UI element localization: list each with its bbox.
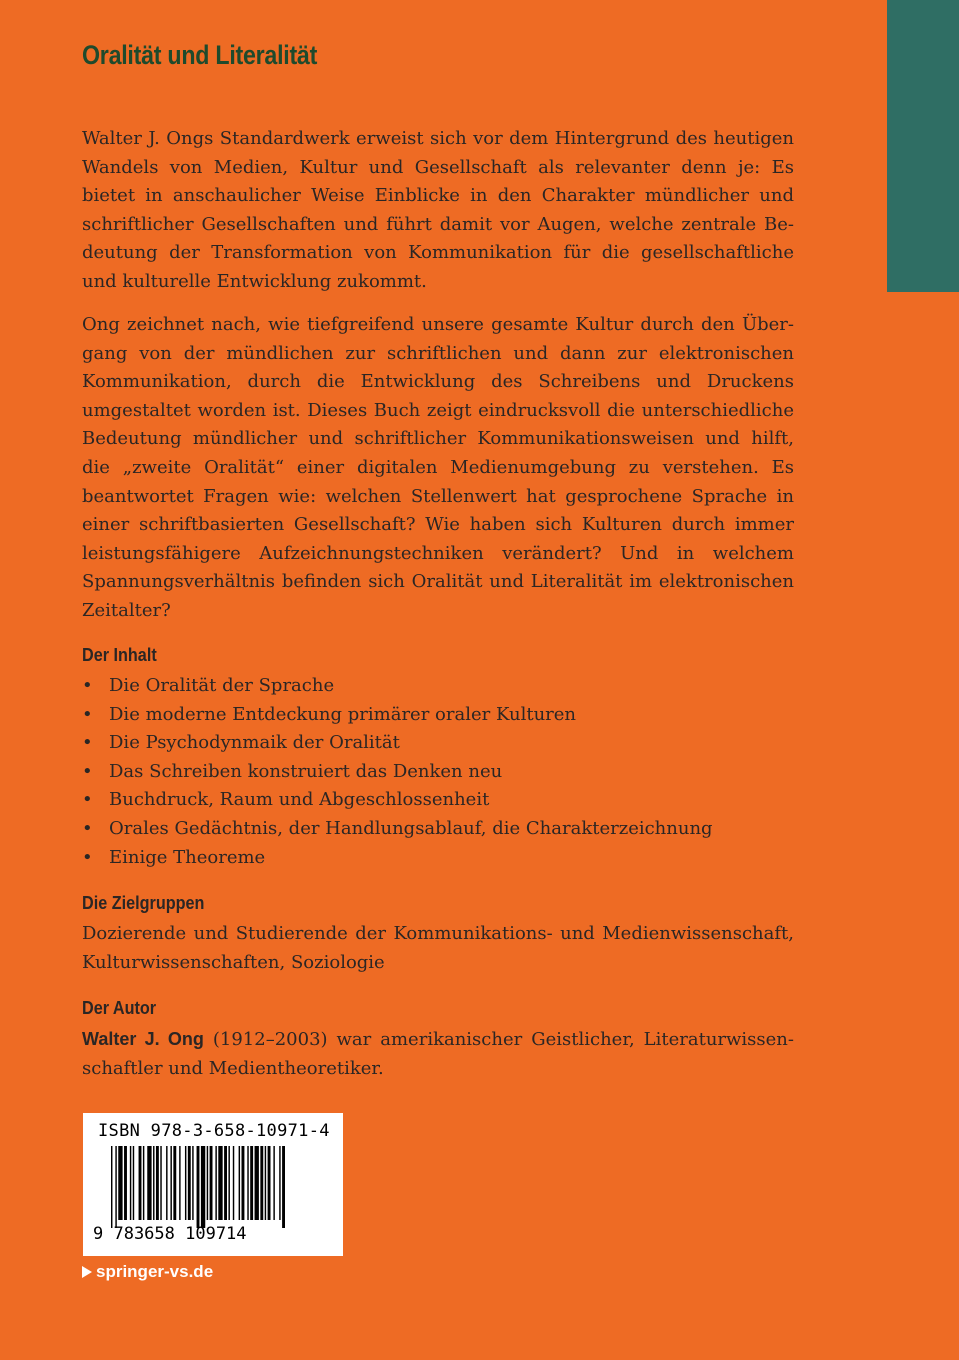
bullet-icon: •	[82, 760, 93, 782]
bullet-icon: •	[82, 703, 93, 725]
list-item-text: Die moderne Entdeckung primärer oraler Kulturen	[109, 703, 577, 725]
bullet-icon: •	[82, 675, 93, 696]
barcode-panel	[83, 1113, 343, 1256]
bullet-icon: •	[82, 846, 93, 868]
bullet-icon: •	[82, 732, 93, 754]
author-bio	[82, 1025, 794, 1083]
publisher-website-link[interactable]	[82, 1262, 213, 1282]
list-item-text: Das Schreiben konstruiert das Denken neu	[109, 760, 503, 782]
contents-heading: Der Inhalt	[82, 645, 157, 665]
website-text: springer-vs.de	[96, 1262, 214, 1281]
list-item	[82, 672, 794, 701]
barcode-digits: 9 783658 109714	[93, 1224, 247, 1244]
list-item-text: Die Psychodynmaik der Oralität	[109, 732, 400, 754]
teal-color-block	[887, 0, 959, 292]
author-heading: Der Autor	[82, 998, 157, 1018]
barcode-icon	[93, 1146, 333, 1228]
list-item	[82, 701, 794, 730]
book-title: Oralität und Literalität	[82, 40, 318, 70]
blurb-paragraph-2: Ong zeichnet nach, wie tiefgreifend unsere gesamte Kultur durch den Übergang von der mündlichen zur schriftlichen und dann zur elektronischen Kommunikation, durch die Entwicklung des Schreibens und Druckens umgestaltet worden ist. Dieses Buch zeigt eindrucksvoll die unterschiedliche Bedeutung mündlicher und schriftlicher Kommunikationsweisen und hilft, die „zweite Oralität“ einer digitalen Medienumgebung zu verstehen. Es beantwortet Fragen wie: welchen Stellenwert hat gesprochene Sprache in einer schriftbasierten Gesellschaft? Wie haben sich Kulturen durch immer leistungsfähigere Aufzeichnungstechniken verändert? Und in welchem Spannungsverhältnis befinden sich Oralität und Literalität im elektronischen Zeitalter?	[82, 314, 794, 621]
list-item	[82, 786, 794, 815]
triangle-arrow-icon	[82, 1266, 92, 1278]
list-item	[82, 758, 794, 787]
blurb-paragraph-1: Walter J. Ongs Standardwerk erweist sich vor dem Hintergrund des heutigen Wandels von Medien, Kultur und Gesellschaft als relevanter denn je: Es bietet in anschaulicher Weise Einblicke in den Charakter mündlicher und schriftlicher Gesellschaften und führt damit vor Augen, welche zentrale Bedeutung der Transformation von Kommunikation für die gesellschaftliche und kulturelle Entwicklung zukommt.	[82, 128, 794, 292]
list-item-text: Buchdruck, Raum und Abgeschlossenheit	[109, 789, 490, 811]
list-item-text: Einige Theoreme	[109, 846, 266, 868]
author-name: Walter J. Ong	[82, 1029, 204, 1049]
bullet-icon: •	[82, 789, 93, 811]
author-bio-text: (1912–2003) war amerikanischer Geistlicher, Literaturwissenschaftler und Medientheoretiker.	[82, 1029, 794, 1079]
isbn-label: ISBN 978-3-658-10971-4	[98, 1121, 330, 1141]
audience-text: Dozierende und Studierende der Kommunikations- und Medienwissenschaft, Kulturwissenschaften, Soziologie	[82, 923, 794, 973]
audience-heading: Die Zielgruppen	[82, 893, 205, 913]
list-item-text: Die Oralität der Sprache	[109, 675, 335, 696]
list-item	[82, 815, 794, 844]
bullet-icon: •	[82, 817, 93, 839]
list-item-text: Orales Gedächtnis, der Handlungsablauf, die Charakterzeichnung	[109, 817, 713, 839]
contents-list	[82, 672, 794, 872]
list-item	[82, 844, 794, 873]
list-item	[82, 729, 794, 758]
